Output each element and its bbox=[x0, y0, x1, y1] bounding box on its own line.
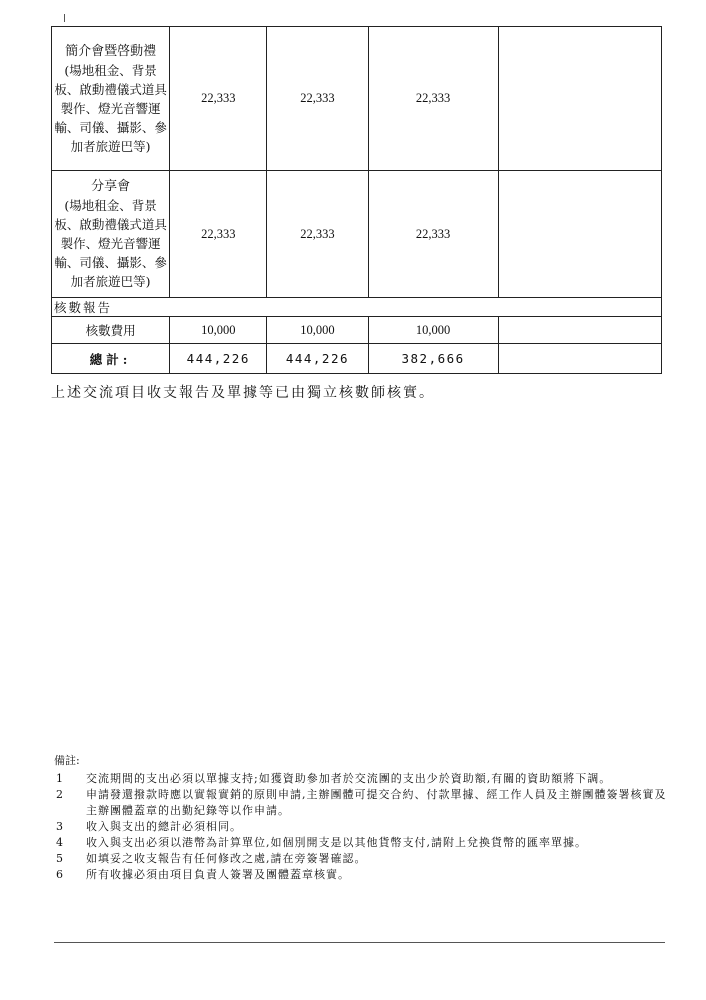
table-row bbox=[52, 27, 662, 171]
item-description: (場地租金、背景板、啟動禮儀式道具製作、燈光音響運輸、司儀、攝影、參加者旅遊巴等) bbox=[54, 198, 167, 289]
item-name: 分享會 bbox=[91, 179, 131, 194]
amount-cell: 22,333 bbox=[368, 171, 498, 298]
amount-cell: 22,333 bbox=[368, 27, 498, 171]
note-number: 3 bbox=[56, 820, 63, 833]
note-number: 1 bbox=[56, 772, 63, 785]
total-amount: 382,666 bbox=[368, 344, 498, 374]
total-amount bbox=[498, 344, 661, 374]
table-row bbox=[52, 171, 662, 298]
total-label: 總計: bbox=[52, 344, 170, 374]
item-description: (場地租金、背景板、啟動禮儀式道具製作、燈光音響運輸、司儀、攝影、參加者旅遊巴等) bbox=[54, 62, 167, 154]
note-number: 4 bbox=[56, 836, 63, 849]
amount-cell: 22,333 bbox=[267, 171, 368, 298]
note-number: 2 bbox=[56, 788, 63, 801]
footer-divider bbox=[54, 942, 665, 943]
section-row bbox=[52, 298, 662, 317]
note-number: 6 bbox=[56, 868, 63, 881]
note-text: 申請發還撥款時應以實報實銷的原則申請,主辦團體可提交合約、付款單據、經工作人員及主辦團體簽署核實及主辦團體蓋章的出勤紀錄等以作申請。 bbox=[86, 788, 667, 817]
notes-title: 備註: bbox=[54, 754, 80, 767]
total-amount: 444,226 bbox=[267, 344, 368, 374]
table-row bbox=[52, 317, 662, 344]
section-label: 核數報告 bbox=[52, 298, 662, 317]
note-text: 收入與支出的總計必須相同。 bbox=[86, 820, 242, 833]
item-cell bbox=[52, 27, 170, 171]
total-row bbox=[52, 344, 662, 374]
fee-label: 核數費用 bbox=[52, 317, 170, 344]
total-amount: 444,226 bbox=[170, 344, 267, 374]
amount-cell: 10,000 bbox=[170, 317, 267, 344]
item-name: 簡介會暨啓動禮 bbox=[65, 43, 157, 59]
note-number: 5 bbox=[56, 852, 63, 865]
note-text: 所有收據必須由項目負責人簽署及團體蓋章核實。 bbox=[86, 868, 350, 881]
scan-mark bbox=[64, 14, 65, 22]
note-text: 如填妥之收支報告有任何修改之處,請在旁簽署確認。 bbox=[86, 852, 367, 865]
item-cell bbox=[52, 171, 170, 298]
note-item bbox=[54, 771, 674, 787]
note-text: 交流期間的支出必須以單據支持;如獲資助參加者於交流團的支出少於資助額,有關的資助額將下調。 bbox=[86, 772, 612, 785]
amount-cell: 10,000 bbox=[267, 317, 368, 344]
amount-cell bbox=[498, 27, 661, 171]
note-text: 收入與支出必須以港幣為計算單位,如個別開支是以其他貨幣支付,請附上兌換貨幣的匯率單據。 bbox=[86, 836, 587, 849]
budget-table bbox=[51, 26, 662, 374]
amount-cell: 10,000 bbox=[368, 317, 498, 344]
amount-cell: 22,333 bbox=[170, 27, 267, 171]
amount-cell: 22,333 bbox=[267, 27, 368, 171]
note-item bbox=[54, 851, 674, 867]
note-item bbox=[54, 835, 674, 851]
amount-cell bbox=[498, 171, 661, 298]
audit-confirmation: 上述交流項目收支報告及單據等已由獨立核數師核實。 bbox=[51, 385, 435, 401]
amount-cell bbox=[498, 317, 661, 344]
amount-cell: 22,333 bbox=[170, 171, 267, 298]
note-item bbox=[54, 787, 674, 819]
notes-section bbox=[54, 753, 674, 883]
note-item bbox=[54, 819, 674, 835]
note-item bbox=[54, 867, 674, 883]
